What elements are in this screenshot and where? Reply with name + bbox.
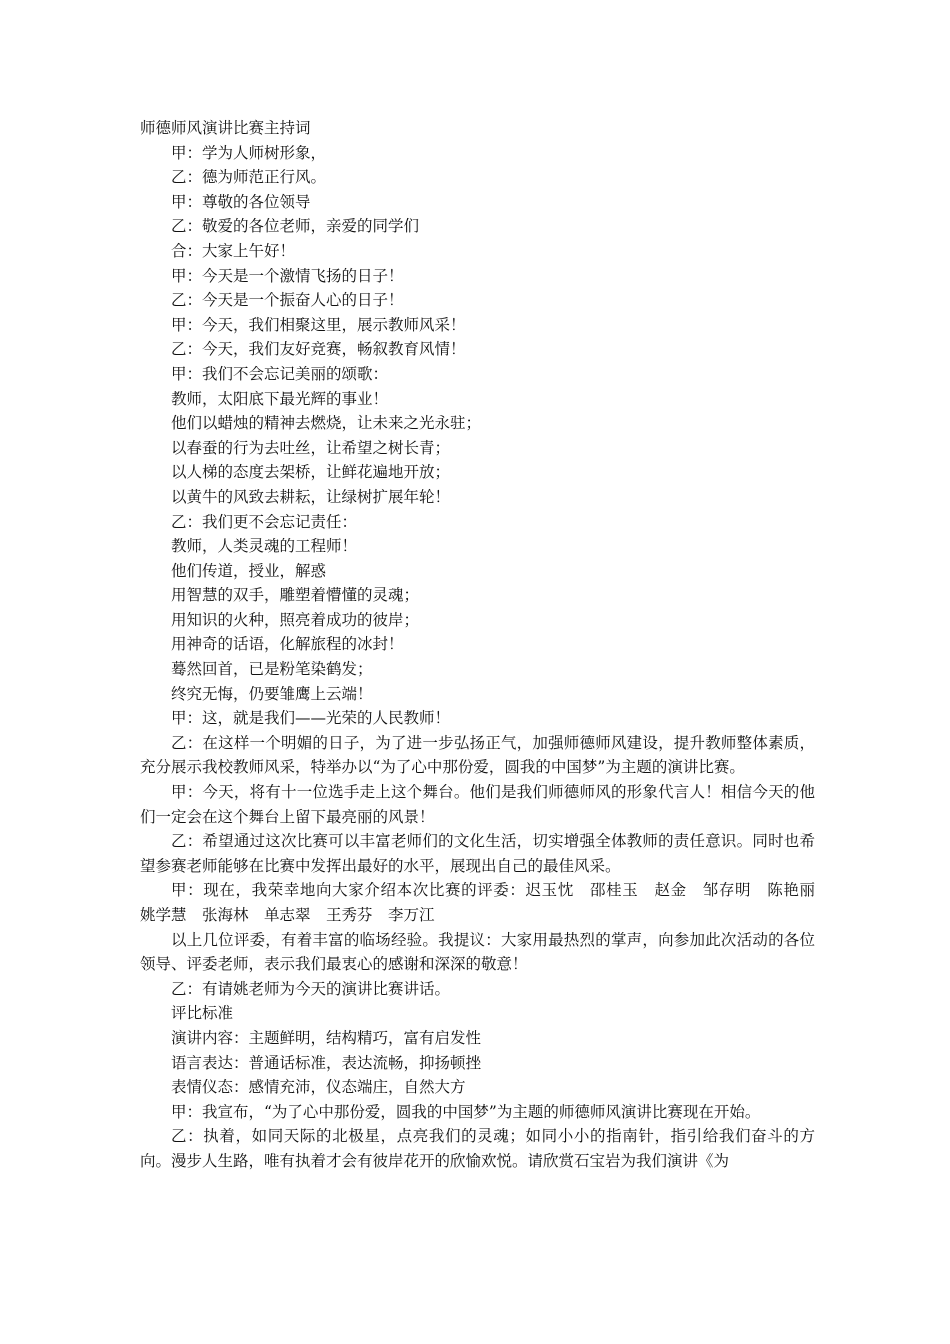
paragraph: 甲：尊敬的各位领导 (171, 192, 311, 211)
paragraph: 以上几位评委，有着丰富的临场经验。我提议：大家用最热烈的掌声，向参加此次活动的各位领导、评委老师，表示我们最衷心的感谢和深深的敬意！ (140, 930, 815, 974)
paragraph: 以人梯的态度去架桥，让鲜花遍地开放； (171, 463, 451, 482)
paragraph: 以黄牛的风致去耕耘，让绿树扩展年轮！ (171, 487, 451, 506)
paragraph: 用神奇的话语，化解旅程的冰封！ (171, 635, 404, 654)
paragraph: 乙：我们更不会忘记责任： (171, 512, 358, 531)
paragraph: 语言表达：普通话标准，表达流畅，抑扬顿挫 (171, 1053, 482, 1072)
paragraph: 乙：希望通过这次比赛可以丰富老师们的文化生活，切实增强全体教师的责任意识。同时也希望参赛老师能够在比赛中发挥出最好的水平，展现出自己的最佳风采。 (140, 832, 815, 875)
document-body (140, 141, 831, 1174)
paragraph: 他们传道，授业，解惑 (171, 561, 327, 580)
paragraph: 乙：德为师范正行风。 (171, 168, 327, 187)
paragraph: 他们以蜡烛的精神去燃烧，让未来之光永驻； (171, 414, 482, 433)
document-title: 师德师风演讲比赛主持词 (140, 119, 311, 137)
paragraph: 用智慧的双手，雕塑着懵懂的灵魂； (171, 586, 420, 605)
paragraph: 甲：学为人师树形象， (171, 143, 327, 162)
paragraph: 以春蚕的行为去吐丝，让希望之树长青； (171, 438, 451, 457)
paragraph: 合：大家上午好！ (171, 241, 296, 260)
paragraph: 甲：我宣布，“为了心中那份爱，圆我的中国梦”为主题的师德师风演讲比赛现在开始。 (171, 1102, 761, 1121)
paragraph: 乙：今天是一个振奋人心的日子！ (171, 291, 404, 310)
paragraph: 表情仪态：感情充沛，仪态端庄，自然大方 (171, 1078, 466, 1097)
paragraph: 乙：有请姚老师为今天的演讲比赛讲话。 (171, 979, 451, 998)
paragraph: 终究无悔，仍要雏鹰上云端！ (171, 684, 373, 703)
paragraph: 评比标准 (171, 1004, 234, 1023)
paragraph: 教师，太阳底下最光辉的事业！ (171, 389, 389, 408)
paragraph: 甲：今天，我们相聚这里，展示教师风采！ (171, 315, 466, 334)
paragraph: 甲：我们不会忘记美丽的颂歌： (171, 364, 389, 383)
paragraph: 乙：敬爱的各位老师，亲爱的同学们 (171, 217, 420, 236)
paragraph: 甲：今天，将有十一位选手走上这个舞台。他们是我们师德师风的形象代言人！相信今天的他们一定会在这个舞台上留下最亮丽的风景！ (140, 783, 815, 826)
paragraph: 甲：现在，我荣幸地向大家介绍本次比赛的评委：迟玉忱 邵桂玉 赵金 邹存明 陈艳丽 姚学慧 张海林 单志翠 王秀芬 李万江 (140, 881, 831, 924)
paragraph: 蓦然回首，已是粉笔染鹤发； (171, 660, 373, 679)
paragraph: 乙：在这样一个明媚的日子，为了进一步弘扬正气，加强师德师风建设，提升教师整体素质，充分展示我校教师风采，特举办以“为了心中那份爱，圆我的中国梦”为主题的演讲比赛。 (140, 733, 815, 777)
paragraph: 乙：今天，我们友好竞赛，畅叙教育风情！ (171, 340, 466, 359)
paragraph: 用知识的火种，照亮着成功的彼岸； (171, 610, 420, 629)
paragraph: 甲：今天是一个激情飞扬的日子！ (171, 266, 404, 285)
document-page (140, 116, 831, 1174)
paragraph: 乙：执着，如同天际的北极星，点亮我们的灵魂；如同小小的指南针，指引给我们奋斗的方向。漫步人生路，唯有执着才会有彼岸花开的欣愉欢悦。请欣赏石宝岩为我们演讲《为 (140, 1127, 815, 1170)
paragraph: 教师，人类灵魂的工程师！ (171, 537, 358, 556)
paragraph: 演讲内容：主题鲜明，结构精巧，富有启发性 (171, 1028, 482, 1047)
paragraph: 甲：这，就是我们——光荣的人民教师！ (171, 709, 451, 728)
